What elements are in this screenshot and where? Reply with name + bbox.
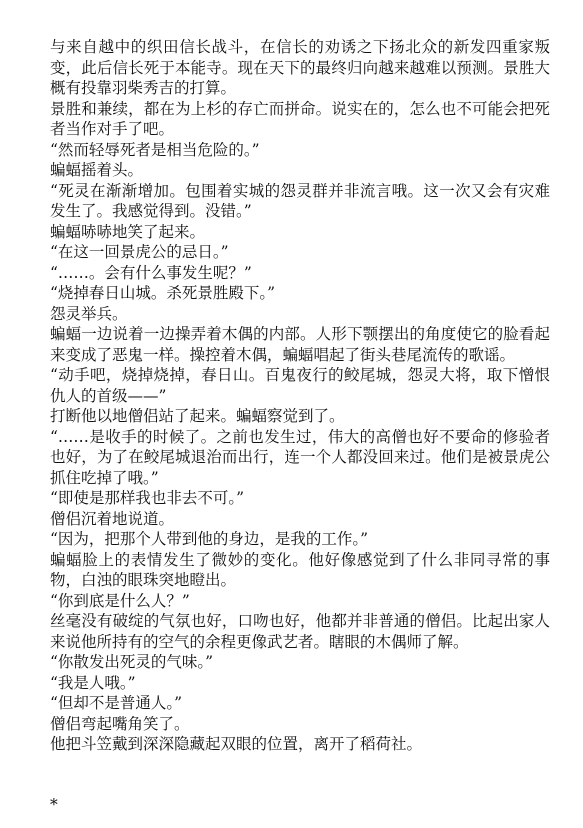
paragraph: 景胜和兼续，都在为上杉的存亡而拼命。说实在的，怎么也不可能会把死者当作对手了吧。	[50, 99, 550, 138]
paragraph: 他把斗笠戴到深深隐藏起双眼的位置，离开了稻荷社。	[50, 735, 423, 753]
paragraph: 丝毫没有破绽的气氛也好，口吻也好，他都并非普通的僧侣。比起出家人来说他所持有的空气的余程更像武艺者。瞎眼的木偶师了解。	[50, 612, 550, 651]
paragraph: “动手吧，烧掉烧掉，春日山。百鬼夜行的鲛尾城，怨灵大将，取下憎恨仇人的首级——”	[50, 366, 550, 405]
document-page	[50, 37, 550, 815]
paragraph: 蝙蝠摇着头。	[50, 161, 144, 179]
paragraph: “烧掉春日山城。杀死景胜殿下。”	[50, 284, 276, 302]
paragraph: “……。会有什么事发生呢？”	[50, 263, 252, 282]
paragraph: “在这一回景虎公的忌日。”	[50, 243, 229, 261]
paragraph: 打断他以地僧侣站了起来。蝙蝠察觉到了。	[50, 407, 345, 425]
paragraph: “你到底是什么人？”	[50, 591, 190, 610]
paragraph: “即使是那样我也非去不可。”	[50, 489, 245, 507]
paragraph: 僧侣沉着地说道。	[50, 509, 175, 528]
paragraph: “……是收手的时候了。之前也发生过，伟大的高僧也好不要命的修验者也好，为了在鲛尾城退治而出行，连一个人都没回来过。他们是被景虎公抓住吃掉了哦。”	[50, 427, 550, 487]
paragraph: “死灵在渐渐增加。包围着实城的怨灵群并非流言哦。这一次又会有灾难发生了。我感觉得到。没错。”	[50, 181, 550, 220]
paragraph: 与来自越中的织田信长战斗，在信长的劝诱之下扬北众的新发四重家叛变，此后信长死于本能寺。现在天下的最终归向越来越难以预测。景胜大概有投靠羽柴秀吉的打算。	[50, 38, 550, 97]
paragraph: 蝙蝠一边说着一边操弄着木偶的内部。人形下颚摆出的角度使它的脸看起来变成了恶鬼一样。操控着木偶，蝙蝠唱起了街头巷尾流传的歌谣。	[50, 325, 550, 364]
paragraph: 怨灵举兵。	[50, 304, 128, 323]
section-separator: *	[50, 795, 58, 814]
paragraph: “因为，把那个人带到他的身边，是我的工作。”	[50, 530, 369, 548]
paragraph: 蝙蝠脸上的表情发生了微妙的变化。他好像感觉到了什么非同寻常的事物，白浊的眼珠突地瞪出。	[50, 550, 550, 589]
paragraph: “然而轻辱死者是相当危险的。”	[50, 140, 260, 159]
paragraph: “我是人哦。”	[50, 673, 136, 692]
paragraph: “但却不是普通人。”	[50, 694, 183, 712]
paragraph: 蝙蝠哧哧地笑了起来。	[50, 222, 206, 241]
paragraph: “你散发出死灵的气味。”	[50, 653, 214, 671]
paragraph: 僧侣弯起嘴角笑了。	[50, 714, 190, 733]
